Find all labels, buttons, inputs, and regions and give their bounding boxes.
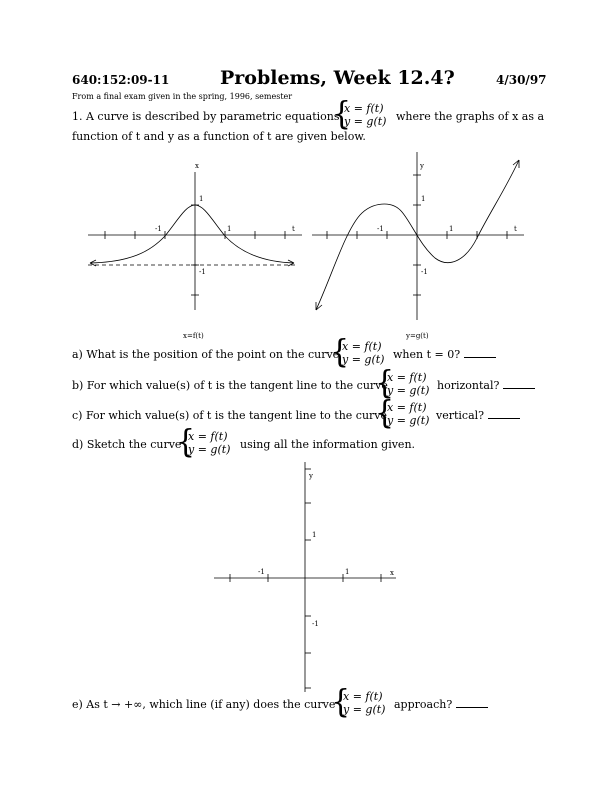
question-e-post xyxy=(394,698,488,711)
param-system xyxy=(342,340,384,366)
answer-blank-a[interactable] xyxy=(464,356,496,358)
answer-blank-b[interactable] xyxy=(503,387,535,389)
question-e-text: e) As t → +∞, which line (if any) does the curve xyxy=(72,698,336,711)
answer-blank-e[interactable] xyxy=(456,706,488,708)
caption-f: x=f(t) xyxy=(183,332,204,340)
tick-label-1-vert-f: 1 xyxy=(199,195,204,203)
label-x-axis-f: x xyxy=(195,162,199,170)
eq-y: y = g(t) xyxy=(387,384,430,397)
tick-label-neg1-vert-g: -1 xyxy=(421,268,428,276)
sketch-tick-neg1-x: -1 xyxy=(258,568,265,576)
question-c-post xyxy=(436,409,520,422)
param-system xyxy=(387,371,429,397)
question-a-post xyxy=(393,348,496,361)
param-system xyxy=(188,430,230,456)
label-t-axis-f: t xyxy=(292,225,295,233)
brace: { xyxy=(330,334,350,371)
graph-g xyxy=(312,152,524,320)
tick-label-neg1-f: -1 xyxy=(155,225,162,233)
question-b-text: b) For which value(s) of t is the tangent line to the curve xyxy=(72,379,388,392)
question-a-tail: when t = 0? xyxy=(393,348,461,361)
problem1-text-a: 1. A curve is described by parametric equations xyxy=(72,110,340,123)
problem1-text-c: function of t and y as a function of t are given below. xyxy=(72,130,366,143)
graph-f xyxy=(88,172,302,310)
question-d-post: using all the information given. xyxy=(240,438,416,451)
question-e-tail: approach? xyxy=(394,698,453,711)
brace: { xyxy=(375,365,395,402)
question-a-text: a) What is the position of the point on the curve xyxy=(72,348,340,361)
param-system xyxy=(387,401,429,427)
eq-y: y = g(t) xyxy=(342,353,385,366)
brace: { xyxy=(176,424,196,461)
tick-label-1-g: 1 xyxy=(449,225,454,233)
eq-x: x = f(t) xyxy=(344,102,384,115)
question-d-text: d) Sketch the curve xyxy=(72,438,182,451)
eq-x: x = f(t) xyxy=(343,690,383,703)
eq-x: x = f(t) xyxy=(342,340,382,353)
tick-label-1-vert-g: 1 xyxy=(421,195,426,203)
sketch-tick-1-y: 1 xyxy=(312,531,317,539)
answer-blank-c[interactable] xyxy=(488,417,520,419)
eq-x: x = f(t) xyxy=(387,371,427,384)
label-t-axis-g: t xyxy=(514,225,517,233)
brace: { xyxy=(332,96,352,133)
brace: { xyxy=(331,684,351,721)
sketch-tick-neg1-y: -1 xyxy=(312,620,319,628)
sketch-ticks xyxy=(230,469,381,688)
eq-y: y = g(t) xyxy=(344,115,387,128)
sketch-tick-1-x: 1 xyxy=(345,568,350,576)
question-b-post xyxy=(437,379,535,392)
page-title: Problems, Week 12.4? xyxy=(220,67,455,89)
label-y-axis-g: y xyxy=(420,162,424,170)
eq-x: x = f(t) xyxy=(188,430,228,443)
sketch-label-y: y xyxy=(309,472,313,480)
brace: { xyxy=(375,395,395,432)
tick-label-neg1-vert-f: -1 xyxy=(199,268,206,276)
source-note: From a final exam given in the spring, 1996, semester xyxy=(72,92,293,101)
eq-y: y = g(t) xyxy=(188,443,231,456)
sketch-label-x: x xyxy=(390,569,394,577)
question-b-tail: horizontal? xyxy=(437,379,500,392)
question-c-tail: vertical? xyxy=(436,409,485,422)
eq-y: y = g(t) xyxy=(343,703,386,716)
date: 4/30/97 xyxy=(496,73,547,87)
eq-x: x = f(t) xyxy=(387,401,427,414)
question-c-text: c) For which value(s) of t is the tangent line to the curve xyxy=(72,409,388,422)
param-system xyxy=(343,690,385,716)
eq-y: y = g(t) xyxy=(387,414,430,427)
curve-f xyxy=(90,205,294,263)
caption-g: y=g(t) xyxy=(406,332,429,340)
problem1-text-b: where the graphs of x as a xyxy=(396,110,545,123)
sketch-axes xyxy=(214,462,396,692)
course-code: 640:152:09-11 xyxy=(72,73,170,87)
tick-label-neg1-g: -1 xyxy=(377,225,384,233)
tick-label-1-f: 1 xyxy=(227,225,232,233)
